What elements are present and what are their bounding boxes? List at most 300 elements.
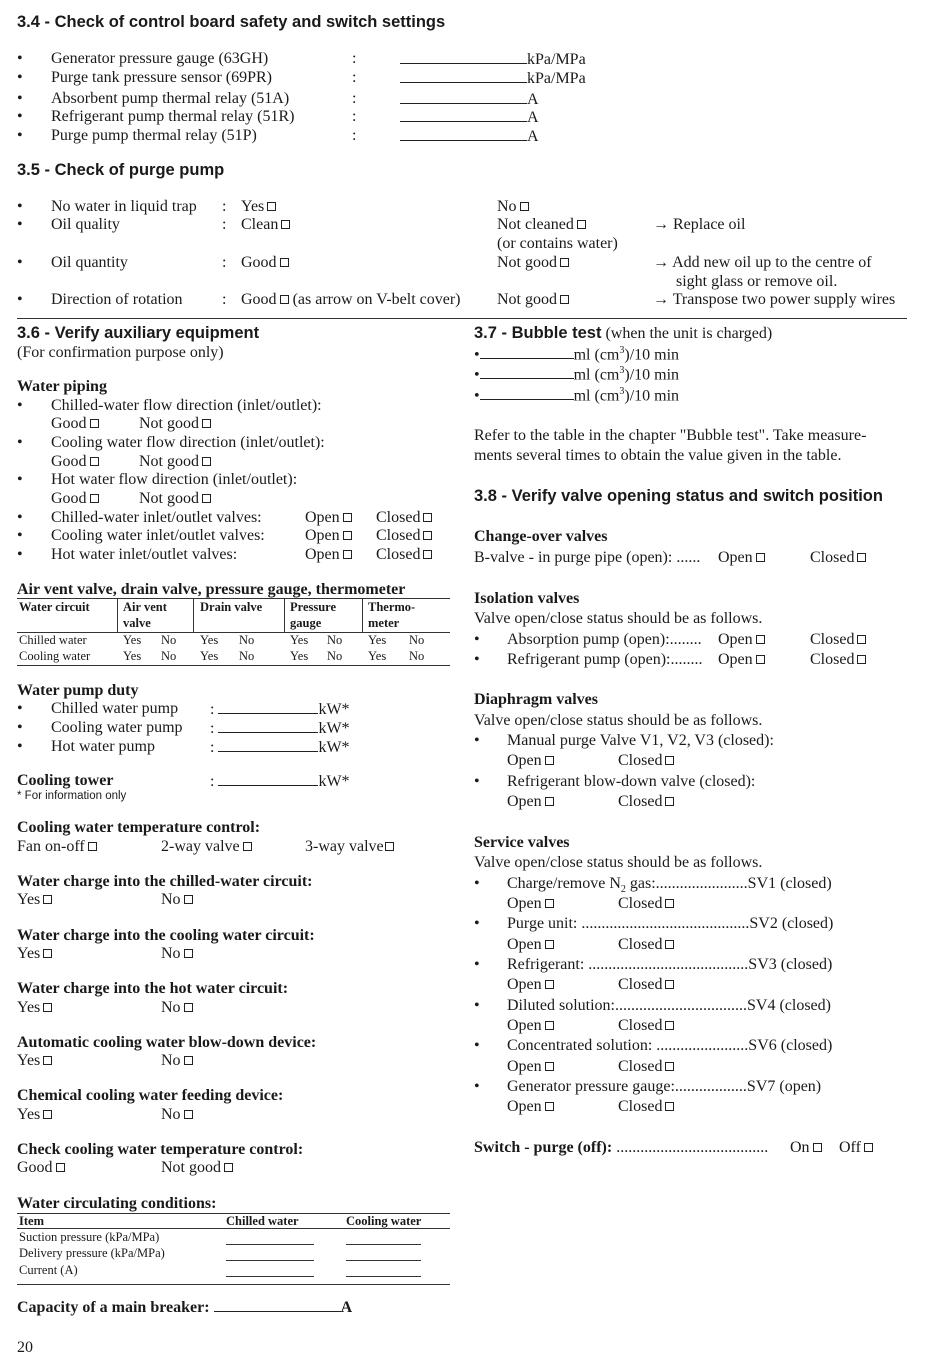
blank-field[interactable]: [226, 1276, 314, 1277]
no-option[interactable]: [161, 891, 193, 909]
yes-option[interactable]: Yes: [368, 633, 387, 647]
option-label: No: [161, 1052, 181, 1069]
checkbox[interactable]: [665, 1062, 674, 1071]
option-label: Open: [718, 651, 753, 668]
option-label: No: [161, 999, 181, 1016]
checkbox[interactable]: [43, 895, 52, 904]
option-label: Open: [507, 752, 542, 769]
arrow-right-icon: →: [653, 291, 669, 308]
checkbox[interactable]: [281, 220, 290, 229]
table-header: Water circuit: [19, 600, 90, 614]
unit-sup: 3: [619, 386, 625, 397]
table-vrule: [117, 598, 118, 632]
no-option[interactable]: [161, 1106, 193, 1124]
action-text: Replace oil: [673, 216, 746, 233]
good-option[interactable]: [17, 1159, 65, 1177]
cooling-tower-field[interactable]: : kW*: [210, 773, 350, 790]
not-good-option[interactable]: [139, 453, 211, 471]
table-header: Pressure: [290, 600, 337, 614]
checkbox[interactable]: [756, 655, 765, 664]
checkbox[interactable]: [577, 220, 586, 229]
table-row-label: Cooling water: [19, 649, 91, 663]
checkbox[interactable]: [343, 513, 352, 522]
checkbox[interactable]: [90, 457, 99, 466]
no-option[interactable]: [161, 999, 193, 1017]
open-option[interactable]: [507, 895, 554, 913]
table-header: Chilled water: [226, 1214, 299, 1228]
good-option[interactable]: [51, 415, 99, 433]
checkbox[interactable]: [813, 1143, 822, 1152]
service-item: [507, 875, 832, 895]
option-label: Closed: [618, 1098, 663, 1115]
option-label: No: [497, 198, 517, 215]
checkbox[interactable]: [864, 1143, 873, 1152]
colon: :: [352, 50, 357, 67]
yes-option[interactable]: Yes: [290, 649, 309, 663]
bullet: •: [474, 997, 480, 1014]
open-option[interactable]: [305, 546, 352, 564]
option-label: Closed: [618, 1058, 663, 1075]
no-option[interactable]: No: [239, 649, 255, 663]
status-note: Valve open/close status should be as follows.: [474, 854, 763, 871]
checkbox[interactable]: [56, 1163, 65, 1172]
bullet: •: [17, 216, 23, 233]
yes-option[interactable]: Yes: [200, 649, 219, 663]
s35-label: No water in liquid trap: [51, 198, 197, 215]
open-option[interactable]: [718, 631, 765, 649]
colon: :: [222, 198, 227, 215]
bullet: •: [17, 527, 23, 544]
option-label: Yes: [17, 1052, 41, 1069]
option-label: Good: [17, 1159, 53, 1176]
unit: )/10 min: [624, 387, 680, 405]
question-label: Water charge into the chilled-water circuit:: [17, 873, 313, 890]
yes-option[interactable]: [17, 1052, 52, 1070]
isolation-item: Absorption pump (open):........: [507, 631, 702, 648]
no-option[interactable]: No: [161, 649, 177, 663]
option-label: Not good: [139, 453, 199, 470]
service-item: Diluted solution:.................................SV4 (closed): [507, 997, 831, 1014]
checkbox[interactable]: [224, 1163, 233, 1172]
checkbox[interactable]: [560, 295, 569, 304]
section-3-8-title: 3.8 - Verify valve opening status and switch position: [474, 487, 883, 505]
closed-option[interactable]: [618, 1017, 674, 1035]
section-3-6-subtitle: (For confirmation purpose only): [17, 344, 224, 361]
checkbox[interactable]: [545, 1021, 554, 1030]
option-label: No: [161, 891, 181, 908]
blank-field[interactable]: [346, 1244, 421, 1245]
unit: kW*: [318, 720, 350, 737]
valve-label: Cooling water inlet/outlet valves:: [51, 527, 265, 544]
good-option[interactable]: [51, 453, 99, 471]
pump-label: Hot water pump: [51, 738, 155, 755]
table-rule: [17, 1284, 450, 1285]
checkbox[interactable]: [423, 531, 432, 540]
bullet: •: [17, 509, 23, 526]
action-text: Transpose two power supply wires: [672, 291, 896, 308]
closed-option[interactable]: [376, 509, 432, 527]
checkbox[interactable]: [545, 899, 554, 908]
closed-option[interactable]: [618, 976, 674, 994]
checkbox[interactable]: [43, 1003, 52, 1012]
bullet: •: [17, 471, 23, 488]
question-label: Chemical cooling water feeding device:: [17, 1087, 284, 1104]
water-piping-heading: Water piping: [17, 378, 107, 395]
off-option[interactable]: [839, 1139, 873, 1157]
status-note: Valve open/close status should be as follows.: [474, 712, 763, 729]
yes-option[interactable]: Yes: [368, 649, 387, 663]
option-label: Closed: [618, 752, 663, 769]
option-label: Open: [507, 1017, 542, 1034]
checkbox[interactable]: [184, 1056, 193, 1065]
checkbox[interactable]: [665, 1021, 674, 1030]
checkbox[interactable]: [43, 949, 52, 958]
title-text: 3.7 - Bubble test: [474, 324, 602, 342]
yes-option[interactable]: Yes: [123, 633, 142, 647]
changeover-heading: Change-over valves: [474, 528, 608, 545]
checkbox[interactable]: [385, 842, 394, 851]
unit: A: [527, 128, 539, 145]
checkbox[interactable]: [202, 419, 211, 428]
unit-sup: 3: [619, 365, 625, 376]
checkbox[interactable]: [280, 258, 289, 267]
not-good-option[interactable]: [139, 490, 211, 508]
option-label: Good: [51, 415, 87, 432]
open-option[interactable]: [718, 549, 765, 567]
unit: kW*: [318, 701, 350, 718]
option-label: Clean: [241, 216, 279, 233]
diaphragm-item: Manual purge Valve V1, V2, V3 (closed):: [507, 732, 774, 749]
checkbox[interactable]: [184, 895, 193, 904]
table-vrule: [284, 598, 285, 632]
checkbox[interactable]: [545, 756, 554, 765]
no-option[interactable]: No: [409, 649, 425, 663]
closed-option[interactable]: [618, 1098, 674, 1116]
two-way-option[interactable]: [161, 838, 252, 856]
s34-value-field[interactable]: [400, 127, 539, 146]
option-label: 2-way valve: [161, 838, 240, 855]
s34-value-field[interactable]: [400, 50, 586, 69]
checkbox[interactable]: [857, 655, 866, 664]
s35-bad-option[interactable]: [497, 254, 569, 272]
unit: )/10 min: [624, 366, 680, 384]
pump-duty-field[interactable]: : kW*: [210, 720, 350, 737]
closed-option[interactable]: [810, 651, 866, 669]
diaphragm-item: Refrigerant blow-down valve (closed):: [507, 773, 756, 790]
checkbox[interactable]: [545, 1062, 554, 1071]
flow-label: Chilled-water flow direction (inlet/outlet):: [51, 397, 322, 414]
checkbox[interactable]: [184, 1003, 193, 1012]
bubble-field[interactable]: • ml $(cm^3)/10$ min: [474, 386, 680, 405]
valve-label: Hot water inlet/outlet valves:: [51, 546, 238, 563]
option-label: Not good: [497, 291, 557, 308]
checkbox[interactable]: [665, 899, 674, 908]
checkbox[interactable]: [756, 553, 765, 562]
closed-option[interactable]: [618, 1058, 674, 1076]
s35-good-option[interactable]: [241, 291, 461, 309]
checkbox[interactable]: [184, 949, 193, 958]
unit: kPa/MPa: [527, 70, 586, 87]
option-label: Closed: [618, 1017, 663, 1034]
colon: :: [352, 90, 357, 107]
not-good-option[interactable]: [161, 1159, 233, 1177]
bullet: •: [17, 719, 23, 736]
bullet: •: [17, 198, 23, 215]
colon: :: [352, 69, 357, 86]
s35-bad-option[interactable]: [497, 291, 569, 309]
closed-option[interactable]: [376, 527, 432, 545]
no-option[interactable]: No: [327, 649, 343, 663]
checkbox[interactable]: [756, 635, 765, 644]
good-option[interactable]: [51, 490, 99, 508]
colon: :: [222, 291, 227, 308]
checkbox[interactable]: [665, 980, 674, 989]
pump-duty-heading: Water pump duty: [17, 682, 139, 699]
isolation-item: Refrigerant pump (open):........: [507, 651, 703, 668]
s35-label: Direction of rotation: [51, 291, 183, 308]
option-label: Good: [51, 453, 87, 470]
checkbox[interactable]: [343, 531, 352, 540]
closed-option[interactable]: [810, 631, 866, 649]
breaker-field[interactable]: [17, 1298, 352, 1317]
breaker-label: Capacity of a main breaker:: [17, 1299, 210, 1316]
checkbox[interactable]: [90, 494, 99, 503]
three-way-option[interactable]: [305, 838, 394, 856]
option-label: Open: [718, 631, 753, 648]
open-option[interactable]: [305, 509, 352, 527]
circulating-heading: Water circulating conditions:: [17, 1195, 217, 1212]
bullet: •: [17, 434, 23, 451]
pump-duty-field[interactable]: : kW*: [210, 701, 350, 718]
open-option[interactable]: [507, 1098, 554, 1116]
not-good-option[interactable]: [139, 415, 211, 433]
closed-option[interactable]: [618, 936, 674, 954]
no-option[interactable]: No: [161, 633, 177, 647]
checkbox[interactable]: [343, 550, 352, 559]
option-label: Open: [305, 509, 340, 526]
yes-option[interactable]: [17, 1106, 52, 1124]
checkbox[interactable]: [423, 513, 432, 522]
unit: kW*: [318, 739, 350, 756]
s34-value-field[interactable]: [400, 90, 539, 109]
bullet: •: [17, 738, 23, 755]
s34-value-field[interactable]: [400, 108, 539, 127]
no-option[interactable]: [161, 945, 193, 963]
option-label: Not good: [161, 1159, 221, 1176]
bullet: •: [474, 773, 480, 790]
s35-bad-note: (or contains water): [497, 235, 618, 252]
s35-label: Oil quality: [51, 216, 120, 233]
option-label: No: [161, 945, 181, 962]
bubble-field[interactable]: • ml $(cm^3)/10$ min: [474, 365, 680, 384]
table-header: Drain valve: [200, 600, 263, 614]
option-label: On: [790, 1139, 810, 1156]
closed-option[interactable]: [618, 793, 674, 811]
s34-value-field[interactable]: [400, 69, 586, 88]
option-label: 3-way valve: [305, 838, 384, 855]
table-header: Cooling water: [346, 1214, 422, 1228]
option-label: Yes: [17, 891, 41, 908]
checkbox[interactable]: [545, 1102, 554, 1111]
s35-good-option[interactable]: [241, 198, 276, 216]
table-header: Air vent: [123, 600, 167, 614]
checkbox[interactable]: [520, 202, 529, 211]
checkbox[interactable]: [857, 635, 866, 644]
yes-option[interactable]: [17, 945, 52, 963]
checkbox[interactable]: [545, 940, 554, 949]
checkbox[interactable]: [545, 797, 554, 806]
checkbox[interactable]: [43, 1110, 52, 1119]
table-header: valve: [123, 616, 151, 630]
item-text: gas:.......................SV1 (closed): [625, 875, 832, 892]
table-row-label: Delivery pressure (kPa/MPa): [19, 1246, 165, 1260]
table-row-label: Chilled water: [19, 633, 87, 647]
checkbox[interactable]: [423, 550, 432, 559]
item-text: Charge/remove N: [507, 875, 621, 892]
colon: :: [352, 108, 357, 125]
table-row-label: Suction pressure (kPa/MPa): [19, 1230, 160, 1244]
air-vent-heading: Air vent valve, drain valve, pressure gauge, thermometer: [17, 581, 406, 598]
closed-option[interactable]: [618, 895, 674, 913]
unit: A: [527, 91, 539, 108]
option-label: Good: [241, 291, 277, 308]
status-note: Valve open/close status should be as follows.: [474, 610, 763, 627]
service-item: Generator pressure gauge:..................SV7 (open): [507, 1078, 822, 1095]
question-label: Water charge into the hot water circuit:: [17, 980, 289, 997]
open-option[interactable]: [507, 976, 554, 994]
option-label: Closed: [810, 631, 855, 648]
yes-option[interactable]: Yes: [200, 633, 219, 647]
option-label: Open: [507, 1058, 542, 1075]
colon: :: [222, 216, 227, 233]
yes-option[interactable]: [17, 891, 52, 909]
checkbox[interactable]: [184, 1110, 193, 1119]
arrow-right-icon: →: [653, 216, 669, 233]
closed-option[interactable]: [618, 752, 674, 770]
checkbox[interactable]: [545, 980, 554, 989]
service-heading: Service valves: [474, 834, 570, 851]
yes-option[interactable]: Yes: [123, 649, 142, 663]
checkbox[interactable]: [88, 842, 97, 851]
no-option[interactable]: [161, 1052, 193, 1070]
open-option[interactable]: [507, 793, 554, 811]
checkbox[interactable]: [280, 295, 289, 304]
checkbox[interactable]: [665, 797, 674, 806]
checkbox[interactable]: [560, 258, 569, 267]
on-option[interactable]: [790, 1139, 822, 1157]
service-item: Purge unit: ..........................................SV2 (closed): [507, 915, 834, 932]
option-label: Closed: [376, 509, 421, 526]
option-label: Not good: [497, 254, 557, 271]
s34-item: •: [17, 90, 23, 107]
s34-item: •: [17, 108, 23, 125]
s35-action-cont: sight glass or remove oil.: [676, 273, 838, 290]
no-option[interactable]: No: [409, 633, 425, 647]
option-label: Not good: [139, 490, 199, 507]
s34-label: Purge tank pressure sensor (69PR): [51, 69, 273, 86]
s35-bad-option[interactable]: [497, 198, 529, 216]
open-option[interactable]: [718, 651, 765, 669]
table-header: gauge: [290, 616, 322, 630]
s35-bad-option[interactable]: [497, 216, 586, 234]
bullet: •: [17, 254, 23, 271]
option-label: Good: [241, 254, 277, 271]
option-label: Not cleaned: [497, 216, 574, 233]
option-label: Closed: [618, 976, 663, 993]
s35-action: [653, 291, 895, 309]
open-option[interactable]: [507, 936, 554, 954]
switch-purge-row: [474, 1139, 768, 1157]
blank-field[interactable]: [226, 1260, 314, 1261]
no-option[interactable]: No: [327, 633, 343, 647]
yes-option[interactable]: [17, 999, 52, 1017]
table-vrule: [193, 598, 194, 632]
action-text: Add new oil up to the centre of: [672, 254, 872, 271]
unit: ml (cm: [573, 387, 620, 405]
bullet: •: [17, 291, 23, 308]
section-3-4-title: 3.4 - Check of control board safety and switch settings: [17, 13, 446, 31]
bullet: •: [17, 397, 23, 414]
option-label: Closed: [810, 549, 855, 566]
pump-duty-field[interactable]: : kW*: [210, 739, 350, 756]
checkbox[interactable]: [267, 202, 276, 211]
bubble-field[interactable]: • ml $(cm^3)/10$ min: [474, 345, 680, 364]
item-sub: 2: [620, 884, 626, 896]
s34-label: Refrigerant pump thermal relay (51R): [51, 108, 295, 125]
diaphragm-heading: Diaphragm valves: [474, 691, 598, 708]
colon: :: [222, 254, 227, 271]
blank-field[interactable]: [226, 1244, 314, 1245]
fan-option[interactable]: [17, 838, 97, 856]
checkbox[interactable]: [202, 457, 211, 466]
open-option[interactable]: [507, 1058, 554, 1076]
checkbox[interactable]: [665, 1102, 674, 1111]
bullet: •: [17, 546, 23, 563]
open-option[interactable]: [507, 1017, 554, 1035]
option-note: (as arrow on V-belt cover): [292, 291, 461, 308]
question-label: Automatic cooling water blow-down device:: [17, 1034, 317, 1051]
switch-label: Switch - purge (off):: [474, 1139, 613, 1156]
closed-option[interactable]: [376, 546, 432, 564]
unit-sup: 3: [619, 345, 625, 356]
blank-field[interactable]: [346, 1276, 421, 1277]
open-option[interactable]: [305, 527, 352, 545]
checkbox[interactable]: [243, 842, 252, 851]
s35-good-option[interactable]: [241, 216, 290, 234]
closed-option[interactable]: [810, 549, 866, 567]
s35-good-option[interactable]: [241, 254, 289, 272]
s34-label: Generator pressure gauge (63GH): [51, 50, 269, 67]
flow-label: Hot water flow direction (inlet/outlet):: [51, 471, 298, 488]
s35-action: [653, 254, 872, 272]
checkbox[interactable]: [665, 940, 674, 949]
title-note: (when the unit is charged): [605, 325, 773, 342]
no-option[interactable]: No: [239, 633, 255, 647]
unit: ml (cm: [573, 346, 620, 364]
yes-option[interactable]: Yes: [290, 633, 309, 647]
bullet: •: [474, 875, 480, 892]
option-label: Closed: [810, 651, 855, 668]
section-3-6-title: 3.6 - Verify auxiliary equipment: [17, 324, 260, 342]
option-label: Closed: [618, 793, 663, 810]
checkbox[interactable]: [665, 756, 674, 765]
checkbox[interactable]: [90, 419, 99, 428]
checkbox[interactable]: [857, 553, 866, 562]
checkbox[interactable]: [43, 1056, 52, 1065]
checkbox[interactable]: [202, 494, 211, 503]
open-option[interactable]: [507, 752, 554, 770]
blank-field[interactable]: [346, 1260, 421, 1261]
